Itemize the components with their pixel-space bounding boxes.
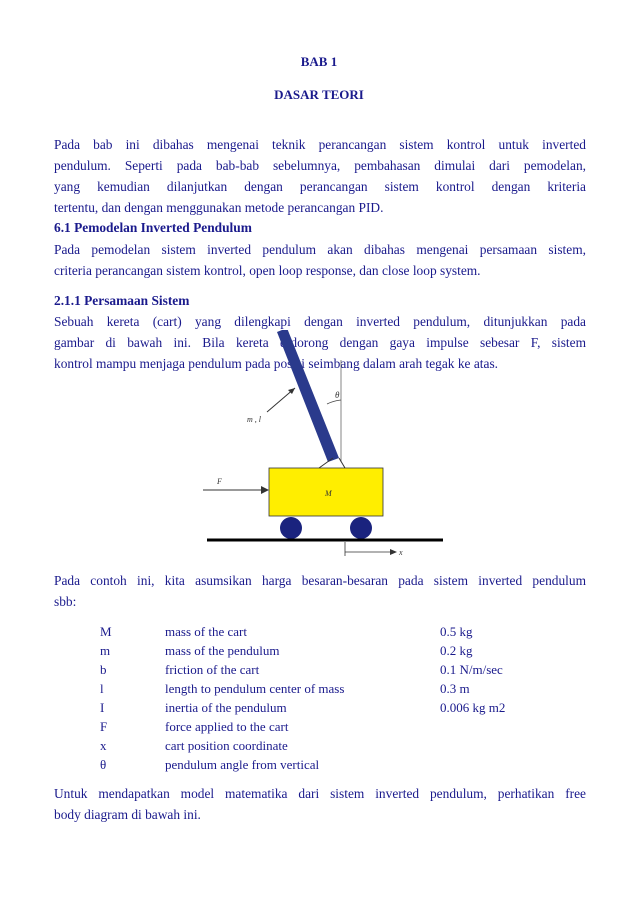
variable-symbol: F bbox=[100, 719, 108, 734]
text-line: Pada contoh ini, kita asumsikan harga besaran-besaran pada sistem inverted pendulum bbox=[54, 573, 586, 588]
ml-label: m , l bbox=[247, 415, 261, 424]
pivot-line-right bbox=[339, 458, 345, 468]
cart-wheel-left bbox=[280, 517, 302, 539]
text-line: pendulum. Seperti pada bab-bab sebelumnya, pembahasan dimulai dari pemodelan, bbox=[54, 158, 586, 173]
chapter-title: BAB 1 bbox=[300, 54, 338, 69]
force-arrow-head bbox=[261, 486, 269, 494]
text-line: criteria perancangan sistem kontrol, open loop response, dan close loop system. bbox=[54, 263, 481, 278]
section-heading-pemodelan: 6.1 Pemodelan Inverted Pendulum bbox=[54, 220, 252, 235]
variable-value: 0.1 N/m/sec bbox=[440, 662, 503, 677]
text-line: gambar di bawah ini. Bila kereta didorong dengan gaya impulse sebesar F, sistem bbox=[54, 335, 586, 350]
variable-value: 0.3 m bbox=[440, 681, 470, 696]
variable-description: force applied to the cart bbox=[165, 719, 289, 734]
variable-row bbox=[100, 719, 560, 738]
variable-row bbox=[100, 738, 560, 757]
x-label: x bbox=[399, 548, 403, 557]
theta-label: θ bbox=[335, 390, 340, 400]
theta-arc bbox=[327, 400, 341, 404]
variable-symbol: θ bbox=[100, 757, 107, 772]
text-line: Pada pemodelan sistem inverted pendulum akan dibahas mengenai persamaan sistem, bbox=[54, 242, 586, 257]
variable-symbol: m bbox=[100, 643, 111, 658]
text-line: yang kemudian dilanjutkan dengan perancangan sistem kontrol dengan kriteria bbox=[54, 179, 586, 194]
text-line: Untuk mendapatkan model matematika dari sistem inverted pendulum, perhatikan free bbox=[54, 786, 586, 801]
variable-description: pendulum angle from vertical bbox=[165, 757, 320, 772]
text-line: sbb: bbox=[54, 594, 77, 609]
closing-paragraph bbox=[54, 783, 586, 825]
variable-symbol: l bbox=[100, 681, 104, 696]
chapter-subtitle: DASAR TEORI bbox=[274, 87, 364, 102]
variable-value: 0.006 kg m2 bbox=[440, 700, 506, 715]
variable-description: mass of the cart bbox=[165, 624, 247, 639]
variable-row bbox=[100, 662, 560, 681]
force-label: F bbox=[217, 477, 222, 486]
text-line: Sebuah kereta (cart) yang dilengkapi dengan inverted pendulum, ditunjukkan pada bbox=[54, 314, 586, 329]
variable-description: cart position coordinate bbox=[165, 738, 288, 753]
variable-row bbox=[100, 624, 560, 643]
text-line: tertentu, dan dengan menggunakan metode perancangan PID. bbox=[54, 200, 384, 215]
variable-description: inertia of the pendulum bbox=[165, 700, 287, 715]
section-paragraph-pemodelan bbox=[54, 239, 586, 281]
variable-list bbox=[100, 624, 560, 776]
variable-symbol: b bbox=[100, 662, 107, 677]
variable-symbol: M bbox=[100, 624, 112, 639]
variable-description: friction of the cart bbox=[165, 662, 260, 677]
variable-row bbox=[100, 757, 560, 776]
variable-value: 0.5 kg bbox=[440, 624, 473, 639]
variable-value: 0.2 kg bbox=[440, 643, 473, 658]
section-heading-persamaan: 2.1.1 Persamaan Sistem bbox=[54, 293, 190, 308]
variable-symbol: x bbox=[100, 738, 107, 753]
pivot-line-left bbox=[319, 458, 333, 468]
cart-wheel-right bbox=[350, 517, 372, 539]
variable-symbol: I bbox=[100, 700, 105, 715]
x-arrow-head bbox=[390, 549, 397, 555]
variable-description: length to pendulum center of mass bbox=[165, 681, 345, 696]
variable-row bbox=[100, 643, 560, 662]
text-line: Pada bab ini dibahas mengenai teknik perancangan sistem kontrol untuk inverted bbox=[54, 137, 586, 152]
cart-mass-label: M bbox=[325, 489, 332, 498]
text-line: body diagram di bawah ini. bbox=[54, 807, 201, 822]
variable-description: mass of the pendulum bbox=[165, 643, 280, 658]
text-line: kontrol mampu menjaga pendulum pada posisi seimbang dalam arah tegak ke atas. bbox=[54, 356, 498, 371]
example-paragraph bbox=[54, 570, 586, 612]
intro-paragraph bbox=[54, 134, 586, 218]
inverted-pendulum-figure bbox=[195, 330, 455, 562]
variable-row bbox=[100, 681, 560, 700]
variable-row bbox=[100, 700, 560, 719]
